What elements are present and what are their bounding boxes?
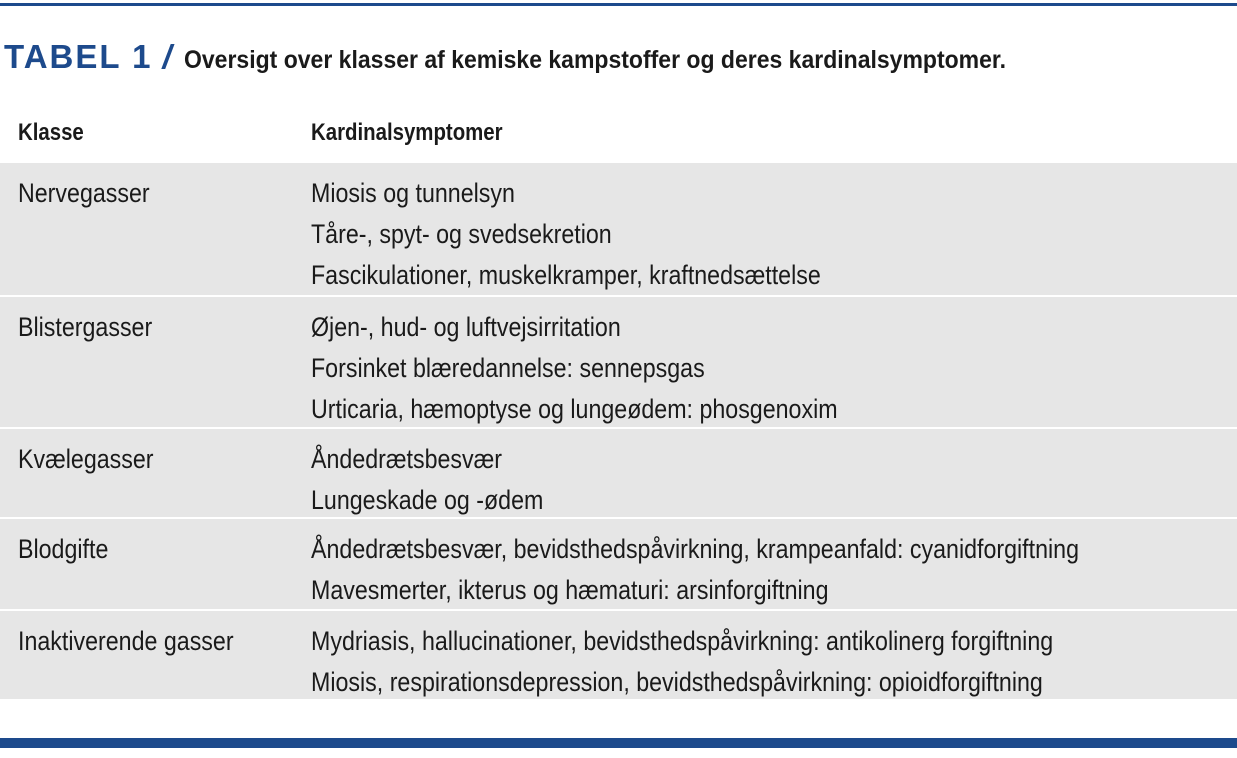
table-label: TABEL 1 [4, 38, 153, 75]
symptom-line: Mavesmerter, ikterus og hæmaturi: arsinforgiftning [311, 575, 829, 605]
table-row [0, 427, 1237, 517]
table-row [0, 161, 1237, 295]
symptom-line: Urticaria, hæmoptyse og lungeødem: phosgenoxim [311, 394, 838, 424]
class-cell: Inaktiverende gasser [18, 626, 234, 656]
class-cell: Nervegasser [18, 178, 150, 208]
symptom-line: Miosis, respirationsdepression, bevidsthedspåvirkning: opioidforgiftning [311, 667, 1043, 697]
caption-separator: / [162, 38, 172, 75]
class-cell: Blodgifte [18, 534, 109, 564]
header-symptoms: Kardinalsymptomer [311, 119, 503, 146]
class-cell: Kvælegasser [18, 444, 154, 474]
table-row [0, 517, 1237, 609]
symptom-line: Åndedrætsbesvær, bevidsthedspåvirkning, krampeanfald: cyanidforgiftning [311, 534, 1079, 564]
symptom-line: Tåre-, spyt- og svedsekretion [311, 219, 612, 249]
symptom-line: Åndedrætsbesvær [311, 444, 503, 474]
symptom-line: Lungeskade og -ødem [311, 485, 544, 515]
class-cell: Blistergasser [18, 312, 153, 342]
table-row [0, 609, 1237, 699]
symptom-line: Mydriasis, hallucinationer, bevidsthedspåvirkning: antikolinerg forgiftning [311, 626, 1054, 656]
table-header-row [0, 105, 1237, 161]
table-title: Oversigt over klasser af kemiske kampstoffer og deres kardinalsymptomer. [183, 46, 1006, 74]
bottom-rule [0, 738, 1237, 748]
symptom-line: Forsinket blæredannelse: sennepsgas [311, 353, 705, 383]
symptom-table [0, 105, 1237, 699]
symptom-line: Miosis og tunnelsyn [311, 178, 515, 208]
top-rule [0, 3, 1237, 6]
symptom-line: Øjen-, hud- og luftvejsirritation [311, 312, 621, 342]
header-class: Klasse [18, 119, 84, 146]
table-caption [4, 38, 1077, 82]
table-row [0, 295, 1237, 427]
symptom-line: Fascikulationer, muskelkramper, kraftnedsættelse [311, 260, 821, 290]
